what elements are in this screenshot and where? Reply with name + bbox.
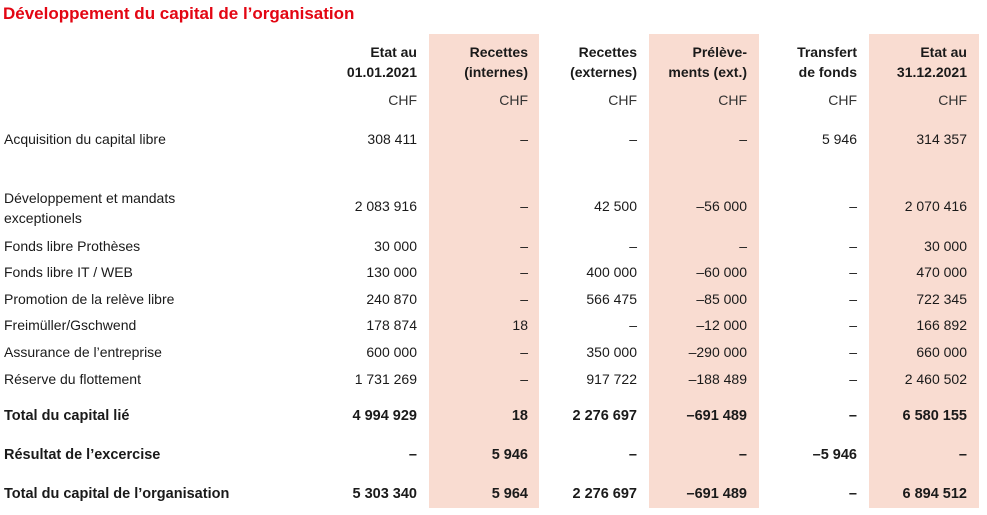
column-header: Etat au 01.01.2021 (346, 44, 417, 80)
column-header: Etat au 31.12.2021 (896, 44, 967, 80)
table-cell: –290 000 (688, 344, 747, 360)
table-cell: 566 475 (586, 291, 637, 307)
table-cell: – (849, 238, 857, 254)
row-label: Résultat de l’excercise (4, 447, 161, 463)
table-cell: 2 276 697 (572, 408, 637, 424)
table-cell: 5 946 (821, 131, 857, 147)
table-cell: – (849, 371, 857, 387)
table-cell: – (738, 447, 747, 463)
table-cell: – (629, 238, 637, 254)
table-cell: – (848, 486, 857, 502)
row-label: Promotion de la relève libre (4, 291, 175, 307)
table-cell: – (520, 131, 528, 147)
row-label: Total du capital de l’organisation (4, 486, 230, 502)
table-cell: – (629, 131, 637, 147)
table-cell: 130 000 (366, 264, 417, 280)
table-cell: – (958, 447, 967, 463)
table-cell: – (520, 238, 528, 254)
table-cell: –691 489 (686, 486, 747, 502)
table-cell: – (849, 291, 857, 307)
row-label: Assurance de l’entreprise (4, 344, 162, 360)
table-cell: – (739, 131, 747, 147)
table-cell: 166 892 (916, 317, 967, 333)
table-cell: –56 000 (696, 198, 747, 214)
unit-label: CHF (828, 92, 857, 108)
table-cell: – (629, 317, 637, 333)
table-cell: 1 731 269 (354, 371, 417, 387)
table-cell: 240 870 (366, 291, 417, 307)
table-cell: 30 000 (374, 238, 417, 254)
table-cell: 178 874 (366, 317, 417, 333)
table-cell: – (849, 264, 857, 280)
table-cell: – (849, 317, 857, 333)
table-cell: 6 894 512 (902, 486, 967, 502)
table-cell: 30 000 (924, 238, 967, 254)
table-cell: – (520, 344, 528, 360)
table-cell: –60 000 (696, 264, 747, 280)
table-cell: 400 000 (586, 264, 637, 280)
table-cell: – (848, 408, 857, 424)
table-cell: 18 (511, 408, 528, 424)
table-cell: 2 276 697 (572, 486, 637, 502)
table-cell: 2 083 916 (354, 198, 417, 214)
table-cell: – (628, 447, 637, 463)
table-cell: 5 964 (491, 486, 528, 502)
row-label: Développement et mandats exceptionels (4, 190, 176, 226)
column-header: Recettes (externes) (570, 44, 637, 80)
table-cell: – (520, 264, 528, 280)
table-cell: 350 000 (586, 344, 637, 360)
table-cell: 4 994 929 (352, 408, 417, 424)
unit-label: CHF (718, 92, 747, 108)
table-cell: – (849, 344, 857, 360)
row-label: Freimüller/Gschwend (4, 317, 137, 333)
row-label: Réserve du flottement (4, 371, 141, 387)
table-cell: –85 000 (696, 291, 747, 307)
table-cell: 917 722 (586, 371, 637, 387)
row-label: Fonds libre Prothèses (4, 238, 141, 254)
table-cell: – (408, 447, 417, 463)
column-header: Transfert de fonds (797, 44, 857, 80)
table-cell: –12 000 (696, 317, 747, 333)
table-cell: – (520, 371, 528, 387)
table-cell: 2 460 502 (904, 371, 967, 387)
column-header: Prélève- ments (ext.) (668, 44, 747, 80)
table-cell: 308 411 (367, 131, 417, 147)
table-cell: – (520, 291, 528, 307)
table-cell: 470 000 (916, 264, 967, 280)
table-cell: 2 070 416 (904, 198, 967, 214)
column-header: Recettes (internes) (464, 44, 528, 80)
table-cell: 600 000 (366, 344, 417, 360)
table-cell: 6 580 155 (902, 408, 967, 424)
table-cell: –5 946 (812, 447, 857, 463)
unit-label: CHF (938, 92, 967, 108)
unit-label: CHF (608, 92, 637, 108)
table-cell: 18 (512, 317, 528, 333)
row-label: Fonds libre IT / WEB (4, 264, 133, 280)
row-label: Acquisition du capital libre (4, 131, 166, 147)
table-cell: –188 489 (688, 371, 747, 387)
table-cell: 42 500 (594, 198, 637, 214)
table-cell: – (520, 198, 528, 214)
table-cell: 314 357 (916, 131, 967, 147)
table-cell: 660 000 (916, 344, 967, 360)
table-cell: –691 489 (686, 408, 747, 424)
table-cell: – (739, 238, 747, 254)
row-label: Total du capital lié (4, 408, 130, 424)
table-cell: – (849, 198, 857, 214)
table-cell: 5 303 340 (352, 486, 417, 502)
table-cell: 722 345 (916, 291, 967, 307)
unit-label: CHF (388, 92, 417, 108)
unit-label: CHF (499, 92, 528, 108)
table-cell: 5 946 (491, 447, 528, 463)
page-title: Développement du capital de l’organisation (3, 4, 355, 23)
